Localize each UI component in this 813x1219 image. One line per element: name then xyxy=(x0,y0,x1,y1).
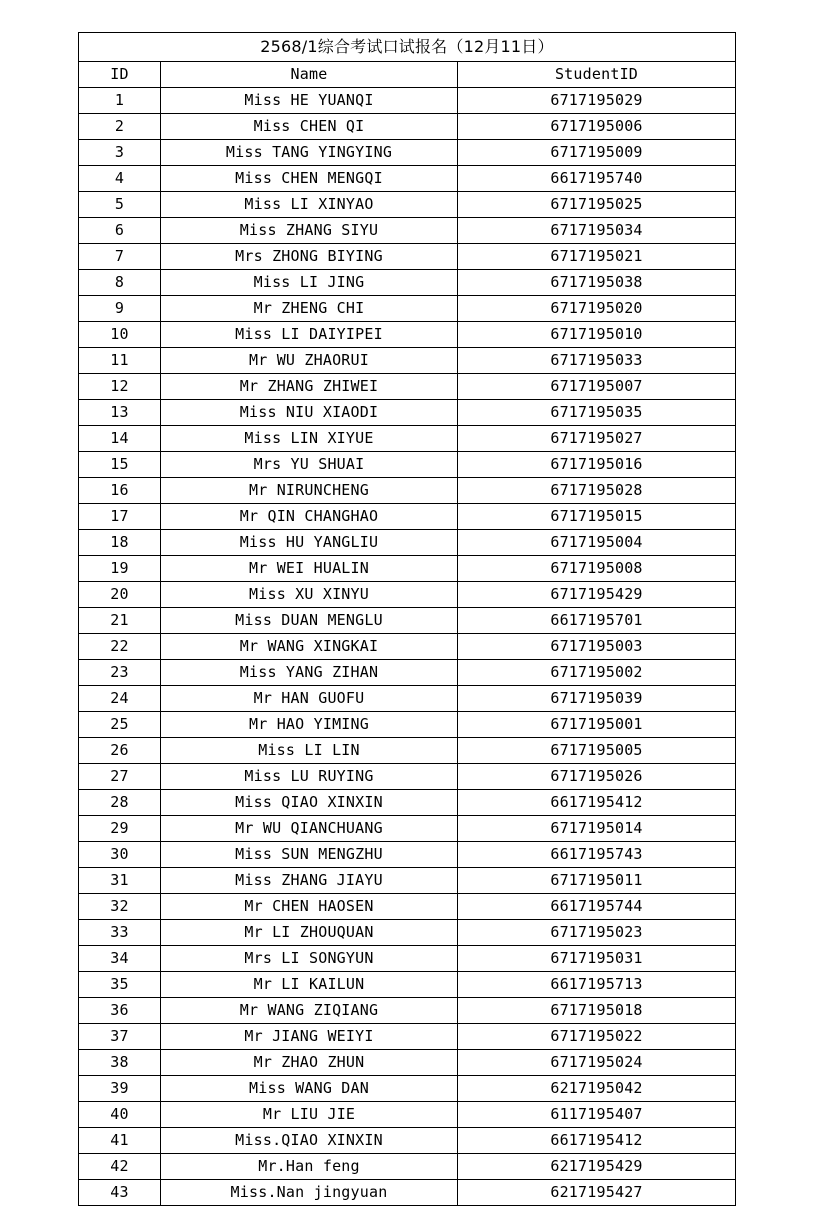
cell-name: Miss CHEN QI xyxy=(161,114,458,140)
cell-name: Miss SUN MENGZHU xyxy=(161,842,458,868)
cell-id: 12 xyxy=(79,374,161,400)
cell-id: 14 xyxy=(79,426,161,452)
table-row xyxy=(79,1102,736,1128)
cell-studentid: 6617195713 xyxy=(458,972,736,998)
table-row xyxy=(79,634,736,660)
cell-studentid: 6617195744 xyxy=(458,894,736,920)
cell-studentid: 6717195016 xyxy=(458,452,736,478)
table-row xyxy=(79,296,736,322)
cell-id: 26 xyxy=(79,738,161,764)
cell-id: 43 xyxy=(79,1180,161,1206)
cell-id: 33 xyxy=(79,920,161,946)
cell-studentid: 6617195412 xyxy=(458,790,736,816)
cell-name: Miss LIN XIYUE xyxy=(161,426,458,452)
cell-id: 35 xyxy=(79,972,161,998)
cell-name: Mr ZHANG ZHIWEI xyxy=(161,374,458,400)
cell-name: Miss XU XINYU xyxy=(161,582,458,608)
cell-studentid: 6717195038 xyxy=(458,270,736,296)
cell-studentid: 6117195407 xyxy=(458,1102,736,1128)
cell-id: 18 xyxy=(79,530,161,556)
cell-studentid: 6717195034 xyxy=(458,218,736,244)
cell-name: Miss LI LIN xyxy=(161,738,458,764)
cell-studentid: 6217195042 xyxy=(458,1076,736,1102)
cell-name: Miss LU RUYING xyxy=(161,764,458,790)
table-row xyxy=(79,582,736,608)
cell-studentid: 6717195039 xyxy=(458,686,736,712)
table-row xyxy=(79,842,736,868)
table-row xyxy=(79,88,736,114)
table-row xyxy=(79,270,736,296)
cell-name: Mr CHEN HAOSEN xyxy=(161,894,458,920)
cell-name: Mr WU QIANCHUANG xyxy=(161,816,458,842)
cell-name: Mrs YU SHUAI xyxy=(161,452,458,478)
cell-name: Mr HAO YIMING xyxy=(161,712,458,738)
table-row xyxy=(79,790,736,816)
table-row xyxy=(79,920,736,946)
cell-name: Miss WANG DAN xyxy=(161,1076,458,1102)
table-row xyxy=(79,660,736,686)
cell-studentid: 6717195018 xyxy=(458,998,736,1024)
cell-id: 16 xyxy=(79,478,161,504)
table-row xyxy=(79,166,736,192)
table-row xyxy=(79,764,736,790)
cell-name: Miss ZHANG SIYU xyxy=(161,218,458,244)
cell-id: 13 xyxy=(79,400,161,426)
cell-studentid: 6217195427 xyxy=(458,1180,736,1206)
cell-id: 7 xyxy=(79,244,161,270)
table-row xyxy=(79,868,736,894)
cell-studentid: 6617195412 xyxy=(458,1128,736,1154)
cell-id: 31 xyxy=(79,868,161,894)
cell-name: Mr LI KAILUN xyxy=(161,972,458,998)
table-row xyxy=(79,556,736,582)
table-row xyxy=(79,218,736,244)
cell-id: 15 xyxy=(79,452,161,478)
cell-id: 20 xyxy=(79,582,161,608)
cell-name: Miss LI DAIYIPEI xyxy=(161,322,458,348)
column-header-studentid: StudentID xyxy=(458,62,736,88)
cell-id: 34 xyxy=(79,946,161,972)
cell-name: Miss CHEN MENGQI xyxy=(161,166,458,192)
cell-studentid: 6717195024 xyxy=(458,1050,736,1076)
cell-name: Mr WEI HUALIN xyxy=(161,556,458,582)
cell-name: Miss HU YANGLIU xyxy=(161,530,458,556)
cell-studentid: 6717195028 xyxy=(458,478,736,504)
table-row xyxy=(79,738,736,764)
cell-studentid: 6717195014 xyxy=(458,816,736,842)
cell-name: Mr WANG ZIQIANG xyxy=(161,998,458,1024)
cell-id: 1 xyxy=(79,88,161,114)
cell-studentid: 6717195010 xyxy=(458,322,736,348)
table-row xyxy=(79,244,736,270)
cell-name: Mr QIN CHANGHAO xyxy=(161,504,458,530)
cell-studentid: 6717195021 xyxy=(458,244,736,270)
cell-id: 11 xyxy=(79,348,161,374)
table-row xyxy=(79,946,736,972)
cell-studentid: 6617195743 xyxy=(458,842,736,868)
cell-id: 32 xyxy=(79,894,161,920)
cell-name: Mr LI ZHOUQUAN xyxy=(161,920,458,946)
cell-id: 28 xyxy=(79,790,161,816)
cell-id: 2 xyxy=(79,114,161,140)
table-row xyxy=(79,114,736,140)
cell-name: Mr WU ZHAORUI xyxy=(161,348,458,374)
table-row xyxy=(79,1154,736,1180)
table-row xyxy=(79,1076,736,1102)
table-row xyxy=(79,192,736,218)
table-row xyxy=(79,1050,736,1076)
cell-studentid: 6717195031 xyxy=(458,946,736,972)
cell-name: Mrs ZHONG BIYING xyxy=(161,244,458,270)
cell-id: 42 xyxy=(79,1154,161,1180)
cell-name: Mr ZHAO ZHUN xyxy=(161,1050,458,1076)
cell-name: Mr WANG XINGKAI xyxy=(161,634,458,660)
cell-studentid: 6617195701 xyxy=(458,608,736,634)
cell-id: 3 xyxy=(79,140,161,166)
cell-studentid: 6717195011 xyxy=(458,868,736,894)
table-row xyxy=(79,1128,736,1154)
cell-name: Miss HE YUANQI xyxy=(161,88,458,114)
cell-studentid: 6717195006 xyxy=(458,114,736,140)
cell-studentid: 6217195429 xyxy=(458,1154,736,1180)
table-row xyxy=(79,140,736,166)
cell-id: 6 xyxy=(79,218,161,244)
cell-name: Miss YANG ZIHAN xyxy=(161,660,458,686)
table-row xyxy=(79,426,736,452)
table-row xyxy=(79,452,736,478)
cell-id: 8 xyxy=(79,270,161,296)
cell-name: Mr ZHENG CHI xyxy=(161,296,458,322)
cell-studentid: 6717195035 xyxy=(458,400,736,426)
cell-id: 21 xyxy=(79,608,161,634)
cell-studentid: 6717195003 xyxy=(458,634,736,660)
cell-id: 25 xyxy=(79,712,161,738)
cell-name: Miss.QIAO XINXIN xyxy=(161,1128,458,1154)
cell-name: Miss TANG YINGYING xyxy=(161,140,458,166)
cell-name: Mr NIRUNCHENG xyxy=(161,478,458,504)
cell-id: 19 xyxy=(79,556,161,582)
cell-studentid: 6717195001 xyxy=(458,712,736,738)
cell-id: 39 xyxy=(79,1076,161,1102)
cell-id: 10 xyxy=(79,322,161,348)
cell-name: Miss.Nan jingyuan xyxy=(161,1180,458,1206)
table-row xyxy=(79,686,736,712)
cell-studentid: 6717195005 xyxy=(458,738,736,764)
cell-id: 24 xyxy=(79,686,161,712)
cell-id: 30 xyxy=(79,842,161,868)
table-row xyxy=(79,322,736,348)
cell-id: 27 xyxy=(79,764,161,790)
cell-id: 5 xyxy=(79,192,161,218)
column-header-id: ID xyxy=(79,62,161,88)
cell-name: Mr HAN GUOFU xyxy=(161,686,458,712)
table-title-row xyxy=(79,33,736,62)
cell-studentid: 6717195007 xyxy=(458,374,736,400)
cell-name: Mrs LI SONGYUN xyxy=(161,946,458,972)
cell-name: Miss LI XINYAO xyxy=(161,192,458,218)
table-header-row xyxy=(79,62,736,88)
cell-name: Mr JIANG WEIYI xyxy=(161,1024,458,1050)
cell-id: 37 xyxy=(79,1024,161,1050)
roster-table xyxy=(78,32,736,1206)
cell-studentid: 6717195009 xyxy=(458,140,736,166)
cell-studentid: 6717195429 xyxy=(458,582,736,608)
cell-id: 9 xyxy=(79,296,161,322)
column-header-name: Name xyxy=(161,62,458,88)
cell-studentid: 6717195027 xyxy=(458,426,736,452)
cell-name: Mr LIU JIE xyxy=(161,1102,458,1128)
table-row xyxy=(79,816,736,842)
cell-studentid: 6717195023 xyxy=(458,920,736,946)
cell-id: 41 xyxy=(79,1128,161,1154)
cell-name: Miss QIAO XINXIN xyxy=(161,790,458,816)
table-row xyxy=(79,374,736,400)
cell-id: 4 xyxy=(79,166,161,192)
cell-studentid: 6717195015 xyxy=(458,504,736,530)
cell-name: Miss DUAN MENGLU xyxy=(161,608,458,634)
cell-name: Miss LI JING xyxy=(161,270,458,296)
table-row xyxy=(79,1180,736,1206)
cell-studentid: 6717195033 xyxy=(458,348,736,374)
table-row xyxy=(79,998,736,1024)
table-row xyxy=(79,504,736,530)
cell-id: 17 xyxy=(79,504,161,530)
cell-studentid: 6717195020 xyxy=(458,296,736,322)
table-row xyxy=(79,712,736,738)
cell-name: Miss NIU XIAODI xyxy=(161,400,458,426)
table-row xyxy=(79,608,736,634)
table-row xyxy=(79,348,736,374)
cell-studentid: 6717195004 xyxy=(458,530,736,556)
cell-id: 36 xyxy=(79,998,161,1024)
cell-studentid: 6717195026 xyxy=(458,764,736,790)
table-row xyxy=(79,1024,736,1050)
cell-studentid: 6617195740 xyxy=(458,166,736,192)
table-row xyxy=(79,478,736,504)
roster-table-body xyxy=(79,33,736,1206)
cell-id: 40 xyxy=(79,1102,161,1128)
cell-id: 38 xyxy=(79,1050,161,1076)
cell-name: Mr.Han feng xyxy=(161,1154,458,1180)
cell-studentid: 6717195025 xyxy=(458,192,736,218)
table-row xyxy=(79,894,736,920)
cell-name: Miss ZHANG JIAYU xyxy=(161,868,458,894)
page-title: 2568/1综合考试口试报名（12月11日） xyxy=(79,33,736,62)
cell-id: 22 xyxy=(79,634,161,660)
cell-id: 29 xyxy=(79,816,161,842)
table-row xyxy=(79,400,736,426)
cell-id: 23 xyxy=(79,660,161,686)
table-row xyxy=(79,972,736,998)
cell-studentid: 6717195002 xyxy=(458,660,736,686)
cell-studentid: 6717195022 xyxy=(458,1024,736,1050)
cell-studentid: 6717195029 xyxy=(458,88,736,114)
cell-studentid: 6717195008 xyxy=(458,556,736,582)
table-row xyxy=(79,530,736,556)
